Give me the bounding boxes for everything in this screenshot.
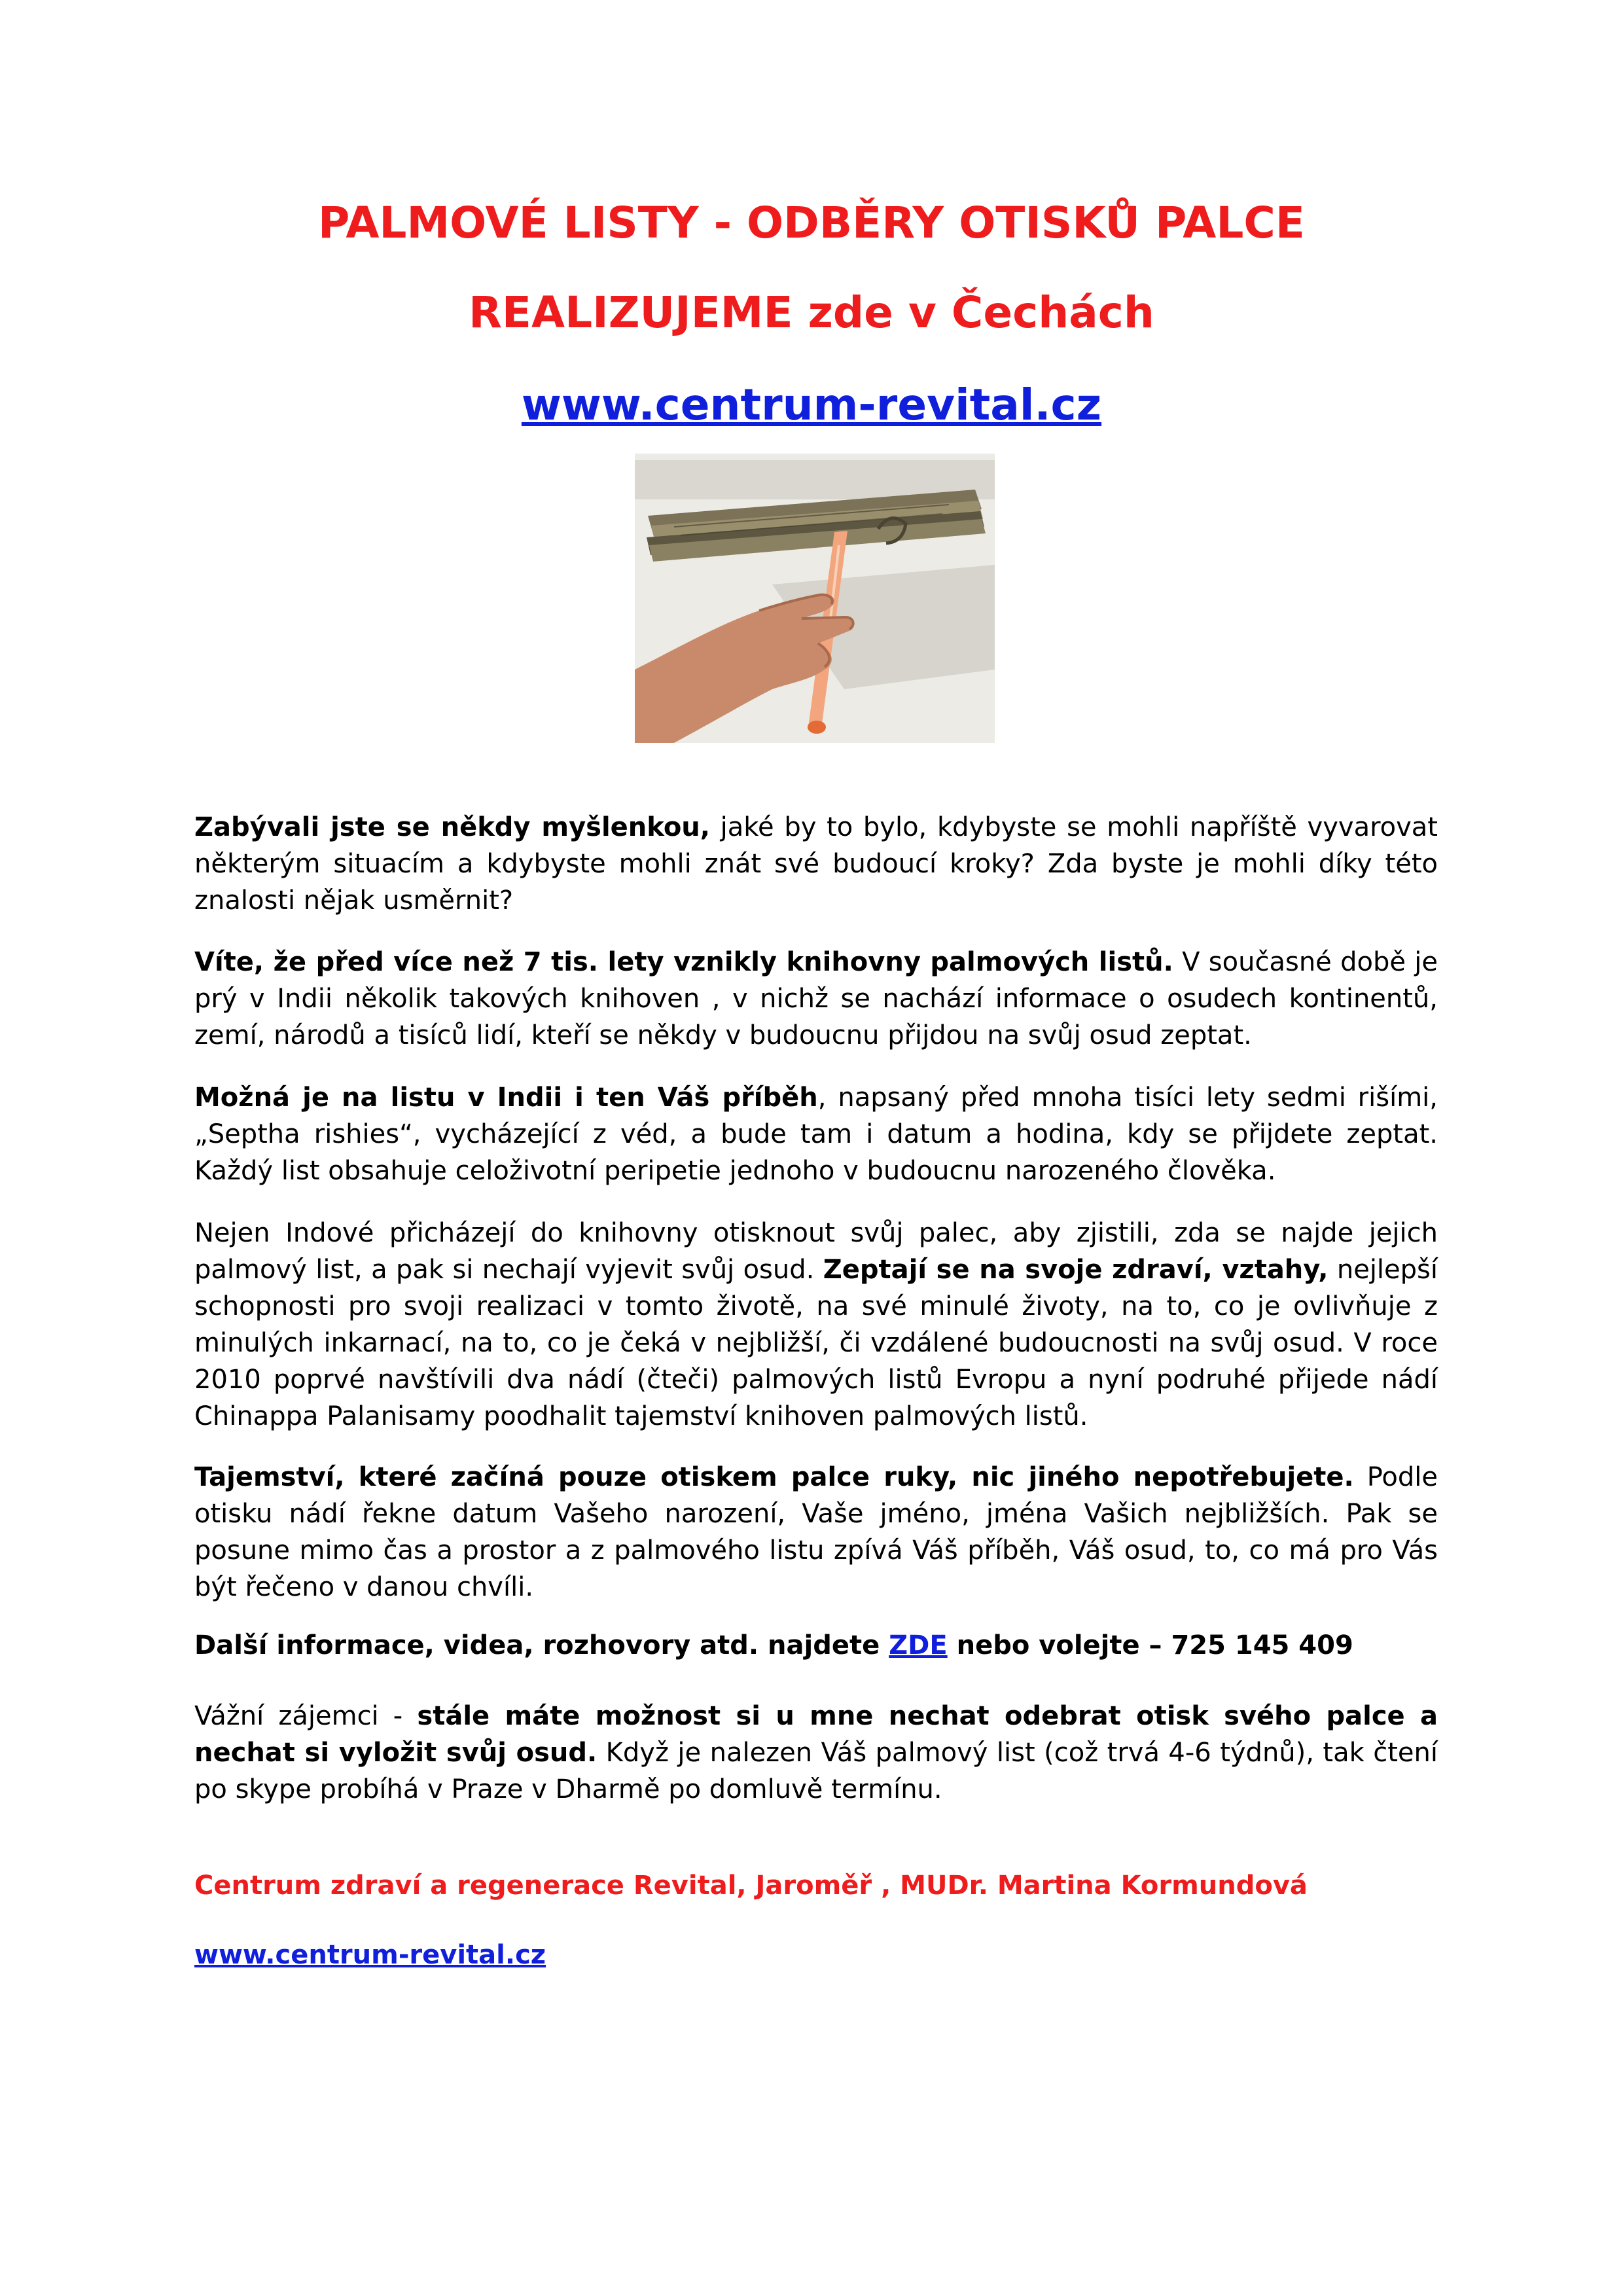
paragraph-intro [194, 809, 1438, 919]
paragraph-interested-bold: stále máte možnost si u mne nechat odebrat otisk svého palce a nechat si vyložit svůj osud. [194, 1701, 1438, 1768]
footer-organization: Centrum zdraví a regenerace Revital, Jaroměř , MUDr. Martina Kormundová [194, 1871, 1308, 1901]
paragraph-indians [194, 1215, 1438, 1435]
paragraph-interested-text2: Když je nalezen Váš palmový list (což trvá 4-6 týdnů), tak čtení po skype probíhá v Praze v Dharmě po domluvě termínu. [194, 1738, 1438, 1804]
paragraph-story-bold: Možná je na listu v Indii i ten Váš příběh [194, 1083, 818, 1113]
paragraph-libraries-bold: Víte, že před více než 7 tis. lety vznikly knihovny palmových listů. [194, 947, 1173, 977]
paragraph-secret [194, 1459, 1438, 1605]
header-website [0, 380, 1623, 430]
page-title: PALMOVÉ LISTY - ODBĚRY OTISKŮ PALCE [318, 198, 1305, 248]
contact-text-before: Další informace, videa, rozhovory atd. najdete [194, 1630, 889, 1660]
paragraph-libraries [194, 944, 1438, 1054]
paragraph-story-text: , napsaný před mnoha tisíci lety sedmi rišími, „Septha rishies“, vycházející z véd, a bude tam i datum a hodina, kdy se přijdete zeptat. Každý list obsahuje celoživotní peripetie jednoho v budoucnu narozeného člověka. [194, 1083, 1438, 1186]
paragraph-indians-text1: Nejen Indové přicházejí do knihovny otisknout svůj palec, aby zjistili, zda se najde jejich palmový list, a pak si nechají vyjevit svůj osud. [194, 1218, 1438, 1285]
footer-website [194, 1940, 546, 1970]
page-subtitle: REALIZUJEME zde v Čechách [469, 287, 1154, 338]
paragraph-story [194, 1079, 1438, 1189]
paragraph-indians-bold: Zeptají se na svoje zdraví, vztahy, [823, 1255, 1329, 1285]
palm-leaf-image [635, 454, 995, 743]
paragraph-interested [194, 1698, 1438, 1808]
paragraph-intro-text: jaké by to bylo, kdybyste se mohli napříště vyvarovat některým situacím a kdybyste mohli znát své budoucí kroky? Zda byste je mohli díky této znalosti nějak usměrnit? [194, 812, 1438, 916]
paragraph-contact [194, 1627, 1438, 1664]
paragraph-interested-text1: Vážní zájemci - [194, 1701, 418, 1731]
paragraph-libraries-text: V současné době je prý v Indii několik takových knihoven , v nichž se nachází informace o osudech kontinentů, zemí, národů a tisíců lidí, kteří se někdy v budoucnu přijdou na svůj osud zeptat. [194, 947, 1438, 1050]
paragraph-indians-text2: nejlepší schopnosti pro svoji realizaci v tomto životě, na své minulé životy, na to, co je ovlivňuje z minulých inkarnací, na to, co je čeká v nejbližší, či vzdálené budoucnosti na svůj osud. V roce 2010 poprvé navštívili dva nádí (čteči) palmových listů Evropu a nyní podruhé přijede nádí Chinappa Palanisamy poodhalit tajemství knihoven palmových listů. [194, 1255, 1438, 1431]
here-link[interactable]: ZDE [889, 1630, 948, 1660]
contact-phone-text: nebo volejte – 725 145 409 [947, 1630, 1353, 1660]
website-link[interactable]: www.centrum-revital.cz [521, 380, 1102, 430]
paragraph-secret-bold: Tajemství, které začíná pouze otiskem palce ruky, nic jiného nepotřebujete. [194, 1462, 1354, 1492]
palm-leaf-photo [635, 454, 995, 743]
footer-website-link[interactable]: www.centrum-revital.cz [194, 1940, 546, 1970]
paragraph-secret-text: Podle otisku nádí řekne datum Vašeho narození, Vaše jméno, jména Vašich nejbližších. Pak se posune mimo čas a prostor a z palmového listu zpívá Váš příběh, Váš osud, to, co má pro Vás být řečeno v danou chvíli. [194, 1462, 1438, 1602]
paragraph-intro-bold: Zabývali jste se někdy myšlenkou, [194, 812, 710, 842]
